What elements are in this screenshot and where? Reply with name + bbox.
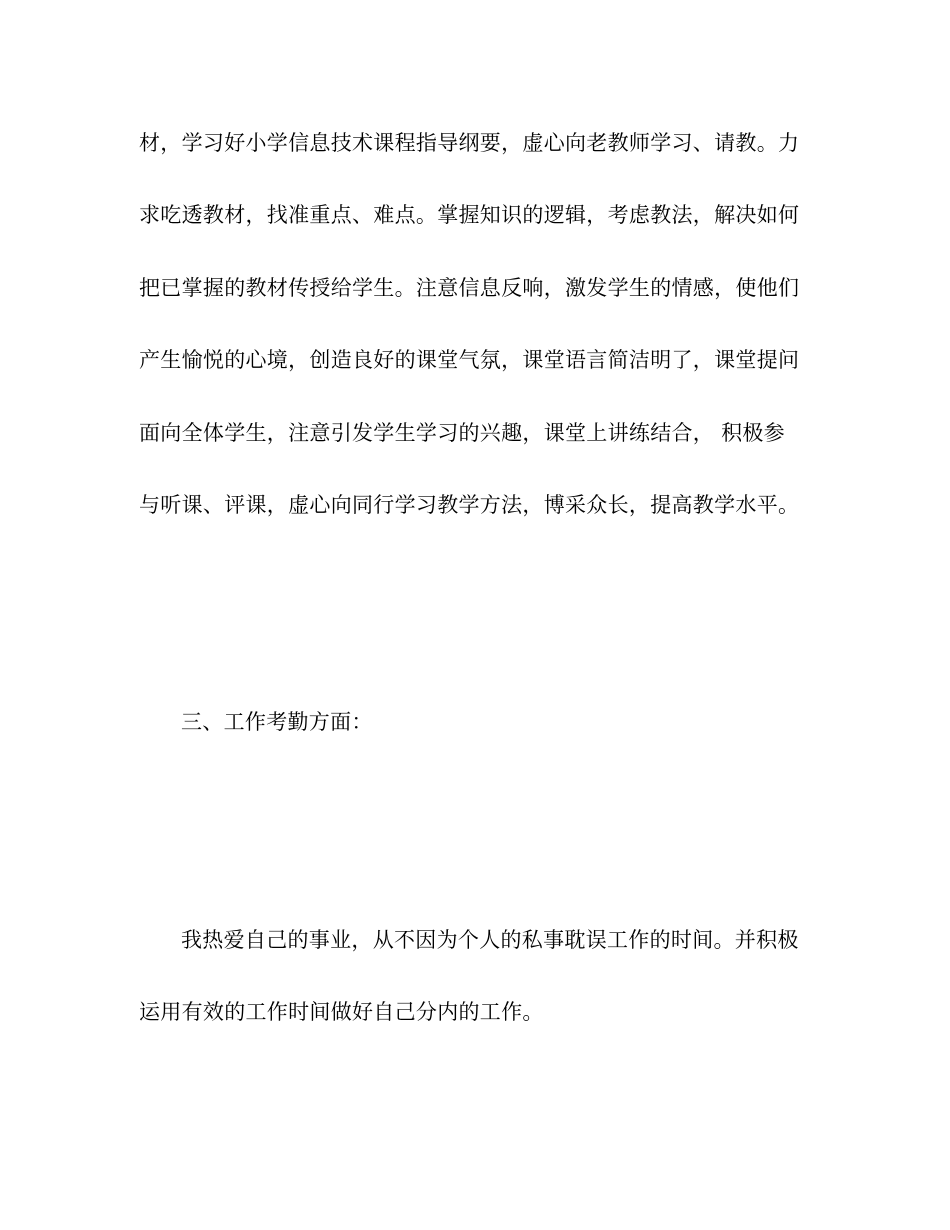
paragraph-2-line-1: 我热爱自己的事业，从不因为个人的私事耽误工作的时间。并积极 (181, 928, 799, 952)
paragraph-1-line-2: 求吃透教材，找准重点、难点。掌握知识的逻辑，考虑教法，解决如何 (139, 203, 800, 227)
paragraph-1-line-5: 面向全体学生，注意引发学生学习的兴趣，课堂上讲练结合， 积极参 (139, 421, 785, 445)
paragraph-1-line-4: 产生愉悦的心境，创造良好的课堂气氛，课堂语言简洁明了，课堂提问 (139, 348, 800, 372)
paragraph-1-line-6: 与听课、评课，虚心向同行学习教学方法，博采众长，提高教学水平。 (139, 493, 800, 517)
paragraph-1-line-1: 材，学习好小学信息技术课程指导纲要，虚心向老教师学习、请教。力 (139, 131, 800, 155)
section-heading: 三、工作考勤方面： (181, 710, 373, 734)
paragraph-2-line-2: 运用有效的工作时间做好自己分内的工作。 (139, 1000, 544, 1024)
paragraph-1-line-3: 把已掌握的教材传授给学生。注意信息反响，激发学生的情感，使他们 (139, 276, 800, 300)
